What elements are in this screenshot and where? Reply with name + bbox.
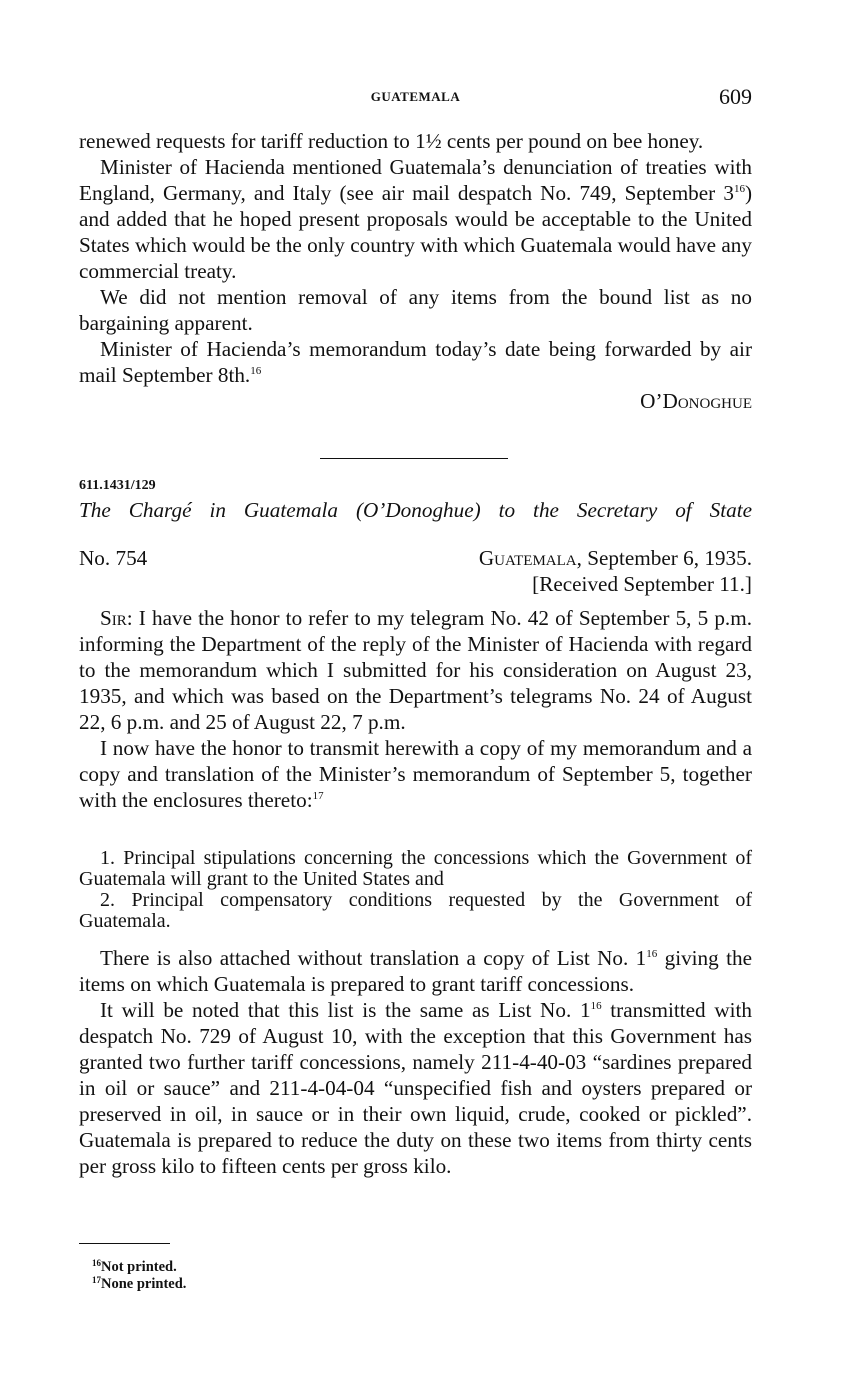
paragraph-text: Minister of Hacienda’s memorandum today’s date being forwarded by air mail September 8th. xyxy=(79,337,752,387)
telegram-continuation xyxy=(79,128,752,414)
paragraph-text: transmitted with despatch No. 729 of August 10, with the exception that this Government has granted two further tariff concessions, namely 211-4-40-03 “sardines prepared in oil or sauce” and 211-4-04-04 “unspecified fish and oysters prepared or preserved in oil, in sauce or in their own liquid, crude, cooked or pickled”. Guatemala is prepared to reduce the duty on these two items from thirty cents per gross kilo to fifteen cents per gross kilo. xyxy=(79,998,752,1178)
footnote-text: Not printed. xyxy=(101,1259,177,1275)
list-item: 2. Principal compensatory conditions requested by the Government of Guatemala. xyxy=(79,889,752,932)
footnote-ref: 16 xyxy=(590,1000,602,1012)
footnote-mark: 17 xyxy=(92,1275,101,1285)
footnote-ref: 16 xyxy=(250,365,262,377)
footnote-ref: 16 xyxy=(733,183,745,195)
letter-body xyxy=(79,605,752,813)
paragraph-text: Minister of Hacienda mentioned Guatemala’s denunciation of treaties with England, Germany, and Italy (see air mail despatch No. 749, September 3 xyxy=(79,155,752,205)
paragraph xyxy=(79,945,752,997)
footnotes xyxy=(79,1259,752,1293)
file-number xyxy=(79,474,752,494)
despatch-number: No. 754 xyxy=(79,546,148,570)
enclosure-list xyxy=(79,848,752,932)
paragraph xyxy=(79,154,752,284)
footnote-ref: 17 xyxy=(312,790,324,802)
paragraph xyxy=(79,997,752,1179)
footnote-text: None printed. xyxy=(101,1276,187,1292)
dateline xyxy=(79,545,752,597)
paragraph xyxy=(79,735,752,813)
document-title xyxy=(79,498,752,523)
place-date xyxy=(479,545,752,571)
footnote xyxy=(79,1276,752,1293)
paragraph-text: I now have the honor to transmit herewith a copy of my memorandum and a copy and translation of the Minister’s memorandum of September 5, together with the enclosures thereto: xyxy=(79,736,752,812)
footnote-divider xyxy=(79,1243,170,1244)
paragraph xyxy=(79,605,752,735)
document-title-text: The Chargé in Guatemala (O’Donoghue) to the Secretary of State xyxy=(79,498,752,522)
footnote-mark: 16 xyxy=(92,1258,101,1268)
salutation: Sir: xyxy=(100,606,133,630)
list-item: 1. Principal stipulations concerning the concessions which the Government of Guatemala will grant to the United States and xyxy=(79,847,752,890)
place: Guatemala xyxy=(478,546,577,570)
date: , September 6, 1935. xyxy=(576,546,752,570)
paragraph xyxy=(79,336,752,388)
section-divider xyxy=(320,458,508,459)
letter-body-continued xyxy=(79,945,752,1179)
received-date: [Received September 11.] xyxy=(532,572,752,596)
paragraph-text: There is also attached without translation a copy of List No. 1 xyxy=(100,946,647,970)
file-number-text: 611.1431/129 xyxy=(79,478,156,493)
page-number: 609 xyxy=(719,84,752,109)
paragraph-text: giving the items on which Guatemala is prepared to grant tariff concessions. xyxy=(79,946,752,996)
page-header xyxy=(79,86,752,110)
running-head: GUATEMALA xyxy=(370,89,461,104)
footnote-ref: 16 xyxy=(646,948,658,960)
paragraph: renewed requests for tariff reduction to 1½ cents per pound on bee honey. xyxy=(79,129,704,153)
footnote xyxy=(79,1259,752,1276)
paragraph-text: I have the honor to refer to my telegram No. 42 of September 5, 5 p.m. informing the Department of the reply of the Minister of Hacienda with regard to the memorandum which I submitted for his consideration on August 23, 1935, and which was based on the Department’s telegrams No. 24 of August 22, 6 p.m. and 25 of August 22, 7 p.m. xyxy=(79,606,752,734)
paragraph-text: ) and added that he hoped present proposals would be acceptable to the United States which would be the only country with which Guatemala would have any commercial treaty. xyxy=(79,181,752,283)
signature: O’Donoghue xyxy=(640,389,752,413)
paragraph-text: It will be noted that this list is the same as List No. 1 xyxy=(100,998,591,1022)
paragraph: We did not mention removal of any items from the bound list as no bargaining apparent. xyxy=(79,285,752,335)
